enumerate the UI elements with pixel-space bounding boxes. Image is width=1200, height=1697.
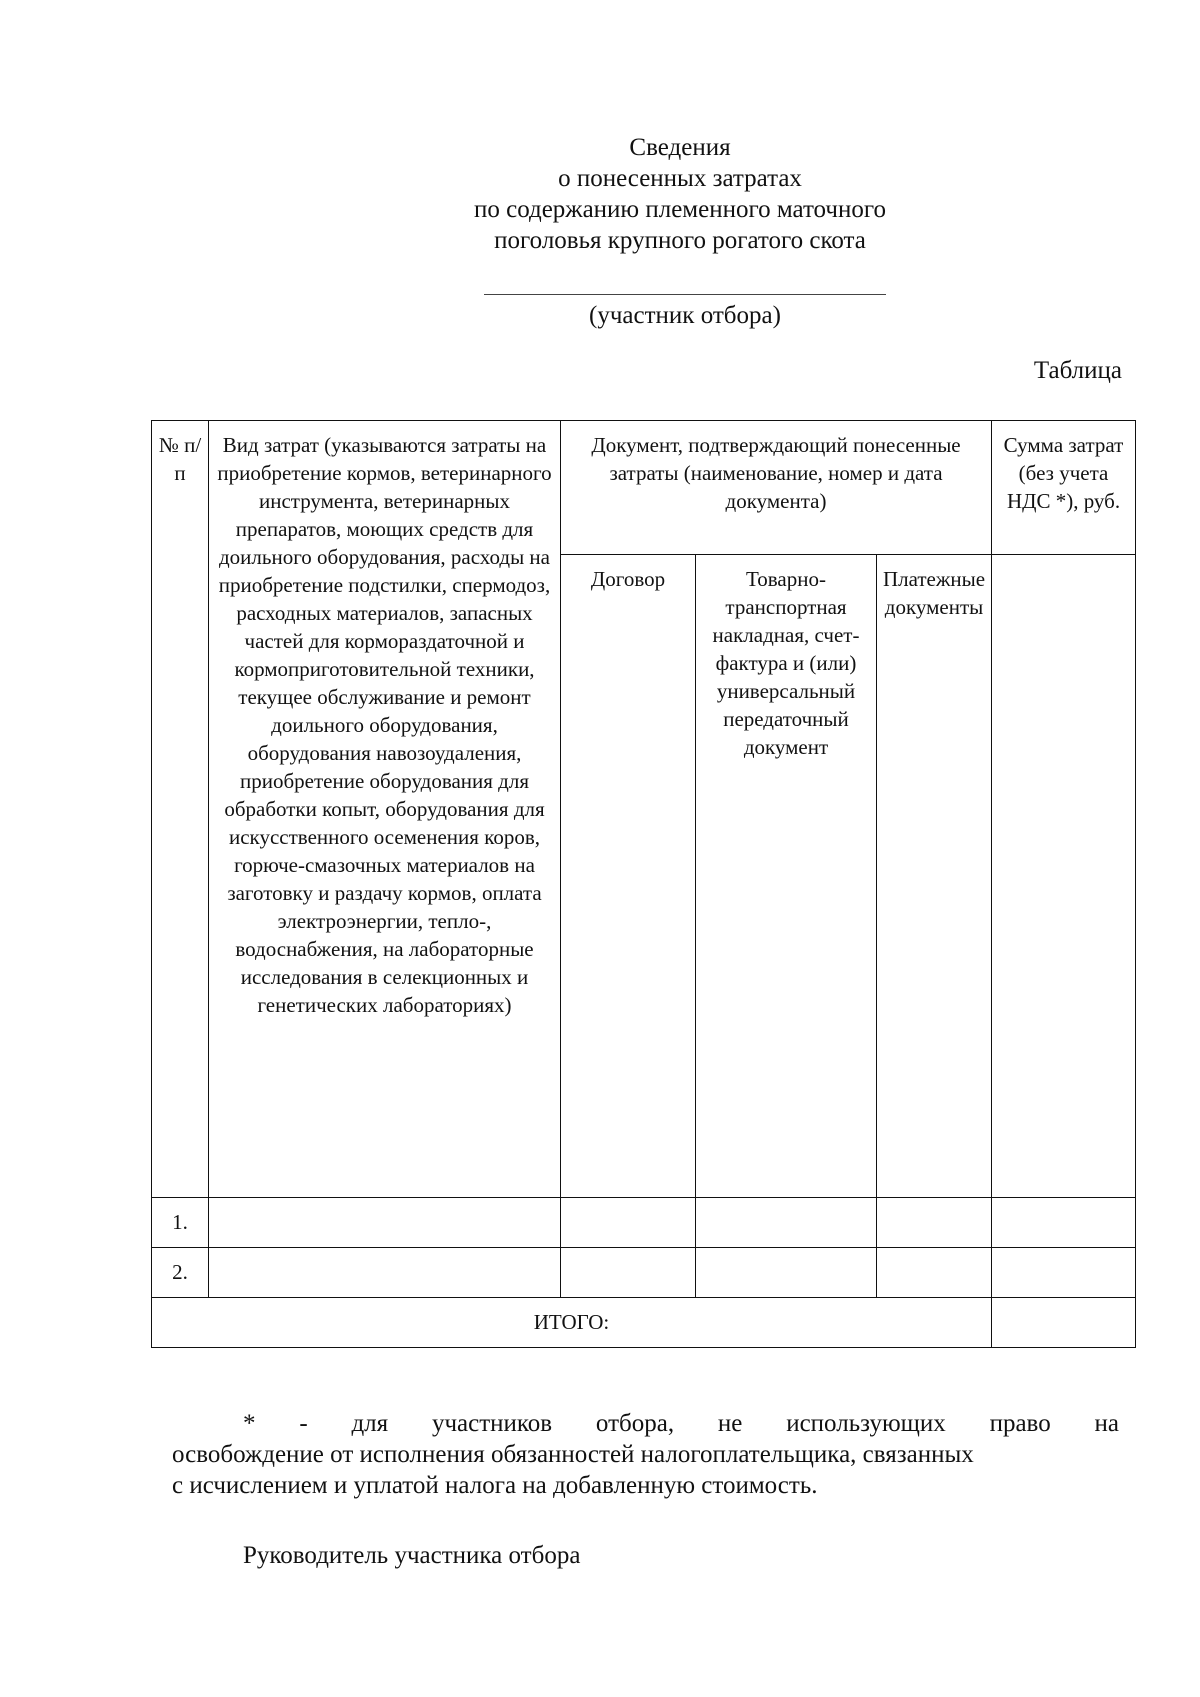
empty-cell: [992, 1198, 1136, 1248]
empty-cell: [209, 1248, 561, 1298]
footnote-line: с исчислением и уплатой налога на добавленную стоимость.: [172, 1472, 818, 1499]
header-payment: Платежные документы: [877, 555, 992, 1198]
total-row: [152, 1298, 1136, 1348]
table-label: Таблица: [1033, 357, 1122, 384]
empty-cell: [561, 1198, 696, 1248]
row-number: 1.: [152, 1198, 209, 1248]
empty-cell: [992, 555, 1136, 1198]
header-cost-type: Вид затрат (указываются затраты на приобретение кормов, ветеринарного инструмента, ветеринарных препаратов, моющих средств для доильного оборудования, расходы на приобретение подстилки, спермодоз, расходных материалов, запасных частей для кормораздаточной и кормоприготовительной техники, текущее обслуживание и ремонт доильного оборудования, оборудования навозоудаления, приобретение оборудования для обработки копыт, оборудования для искусственного осеменения коров, горюче-смазочных материалов на заготовку и раздачу кормов, оплата электроэнергии, тепло-, водоснабжения, на лабораторные исследования в селекционных и генетических лабораториях): [209, 421, 561, 1198]
header-num: № п/п: [152, 421, 209, 1198]
header-sum: Сумма затрат (без учета НДС *), руб.: [992, 421, 1136, 555]
empty-cell: [696, 1248, 877, 1298]
title-line: по содержанию племенного маточного: [473, 196, 886, 223]
footnote-line: * - для участников отбора, не использующих право на: [243, 1410, 1119, 1437]
total-sum-cell: [992, 1298, 1136, 1348]
header-waybill: Товарно-транспортная накладная, счет-фактура и (или) универсальный передаточный документ: [696, 555, 877, 1198]
title-line: о понесенных затратах: [558, 165, 802, 192]
footnote-line: освобождение от исполнения обязанностей налогоплательщика, связанных: [172, 1441, 974, 1468]
empty-cell: [209, 1198, 561, 1248]
document-title: [300, 132, 1060, 256]
signature-label: Руководитель участника отбора: [243, 1542, 581, 1569]
row-number: 2.: [152, 1248, 209, 1298]
total-label: ИТОГО:: [152, 1298, 992, 1348]
empty-cell: [877, 1198, 992, 1248]
title-line: поголовья крупного рогатого скота: [494, 227, 866, 254]
table-row: [152, 1198, 1136, 1248]
empty-cell: [561, 1248, 696, 1298]
participant-blank-line: [484, 294, 886, 295]
empty-cell: [877, 1248, 992, 1298]
table-row: [152, 1248, 1136, 1298]
empty-cell: [992, 1248, 1136, 1298]
header-document: Документ, подтверждающий понесенные затраты (наименование, номер и дата документа): [561, 421, 992, 555]
title-line: Сведения: [629, 134, 731, 161]
participant-label: (участник отбора): [589, 302, 781, 329]
header-contract: Договор: [561, 555, 696, 1198]
footnote: [172, 1408, 1119, 1501]
costs-table: [151, 420, 1136, 1348]
empty-cell: [696, 1198, 877, 1248]
